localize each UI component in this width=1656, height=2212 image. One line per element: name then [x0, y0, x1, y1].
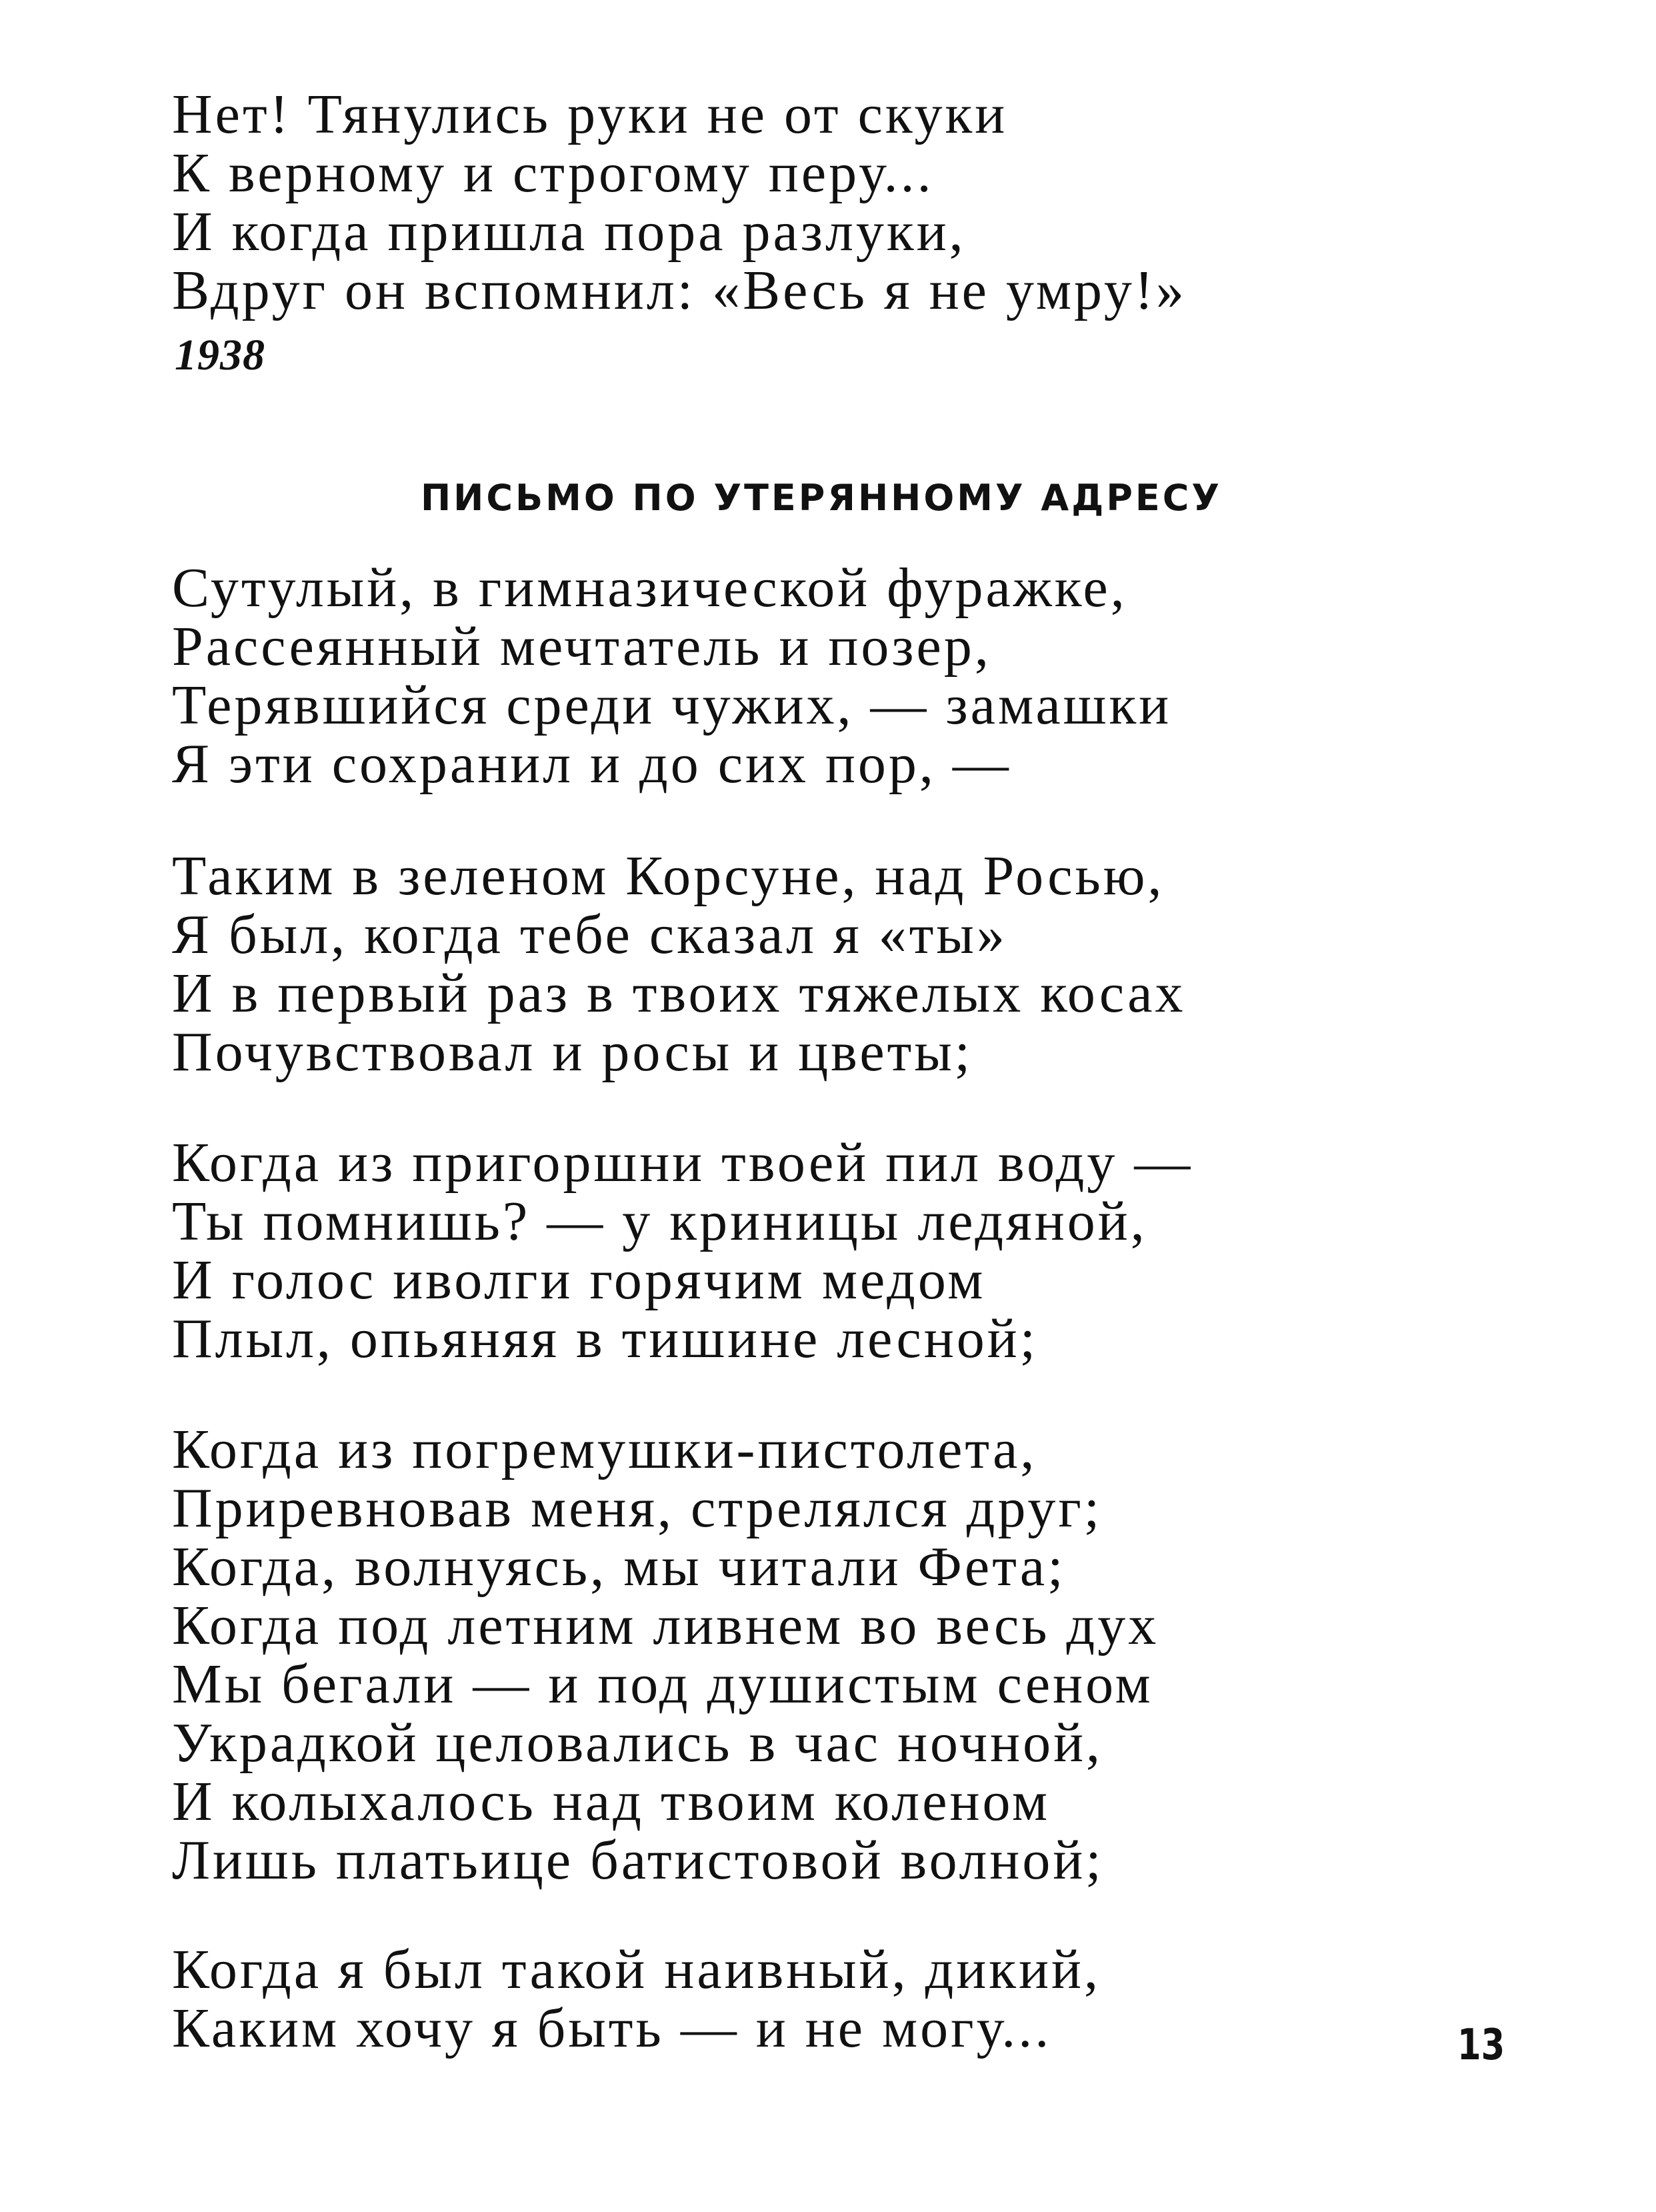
verse-line: Украдкой целовались в час ночной, — [172, 1712, 1103, 1774]
verse-line: Когда я был такой наивный, дикий, — [172, 1939, 1101, 2001]
verse-line: Мы бегали — и под душистым сеном — [172, 1653, 1153, 1715]
poem-date: 1938 — [175, 331, 265, 379]
verse-line: Нет! Тянулись руки не от скуки — [172, 83, 1008, 145]
verse-line: Сутулый, в гимназической фуражке, — [172, 557, 1127, 619]
verse-line: И голос иволги горячим медом — [172, 1249, 986, 1311]
verse-line: Вдруг он вспомнил: «Весь я не умру!» — [172, 259, 1187, 321]
verse-line: Когда из пригоршни твоей пил воду — — [172, 1132, 1193, 1194]
verse-line: Когда из погремушки-пистолета, — [172, 1418, 1037, 1480]
verse-line: Ты помнишь? — у криницы ледяной, — [172, 1190, 1147, 1252]
verse-line: И когда пришла пора разлуки, — [172, 201, 966, 263]
verse-line: Когда под летним ливнем во весь дух — [172, 1594, 1159, 1656]
verse-line: И в первый раз в твоих тяжелых косах — [172, 962, 1186, 1024]
verse-line: Каким хочу я быть — и не могу... — [172, 1997, 1052, 2059]
verse-line: Когда, волнуясь, мы читали Фета; — [172, 1536, 1066, 1598]
verse-line: Почувствовал и росы и цветы; — [172, 1021, 973, 1083]
verse-line: И колыхалось над твоим коленом — [172, 1771, 1050, 1833]
poem-title-text: ПИСЬМО ПО УТЕРЯННОМУ АДРЕСУ — [420, 477, 1223, 519]
verse-line: К верному и строгому перу... — [172, 142, 934, 204]
verse-line: Приревновав меня, стрелялся друг; — [172, 1477, 1103, 1539]
verse-line: Терявшийся среди чужих, — замашки — [172, 674, 1172, 736]
verse-line: Рассеянный мечтатель и позер, — [172, 616, 991, 678]
verse-line: Лишь платьице батистовой волной; — [172, 1829, 1104, 1891]
poem-title — [0, 477, 1656, 519]
page-number: 13 — [1457, 2021, 1505, 2070]
verse-line: Я эти сохранил и до сих пор, — — [172, 733, 1011, 795]
verse-line: Плыл, опьяняя в тишине лесной; — [172, 1308, 1039, 1370]
verse-line: Таким в зеленом Корсуне, над Росью, — [172, 845, 1165, 907]
verse-line: Я был, когда тебе сказал я «ты» — [172, 904, 1007, 966]
